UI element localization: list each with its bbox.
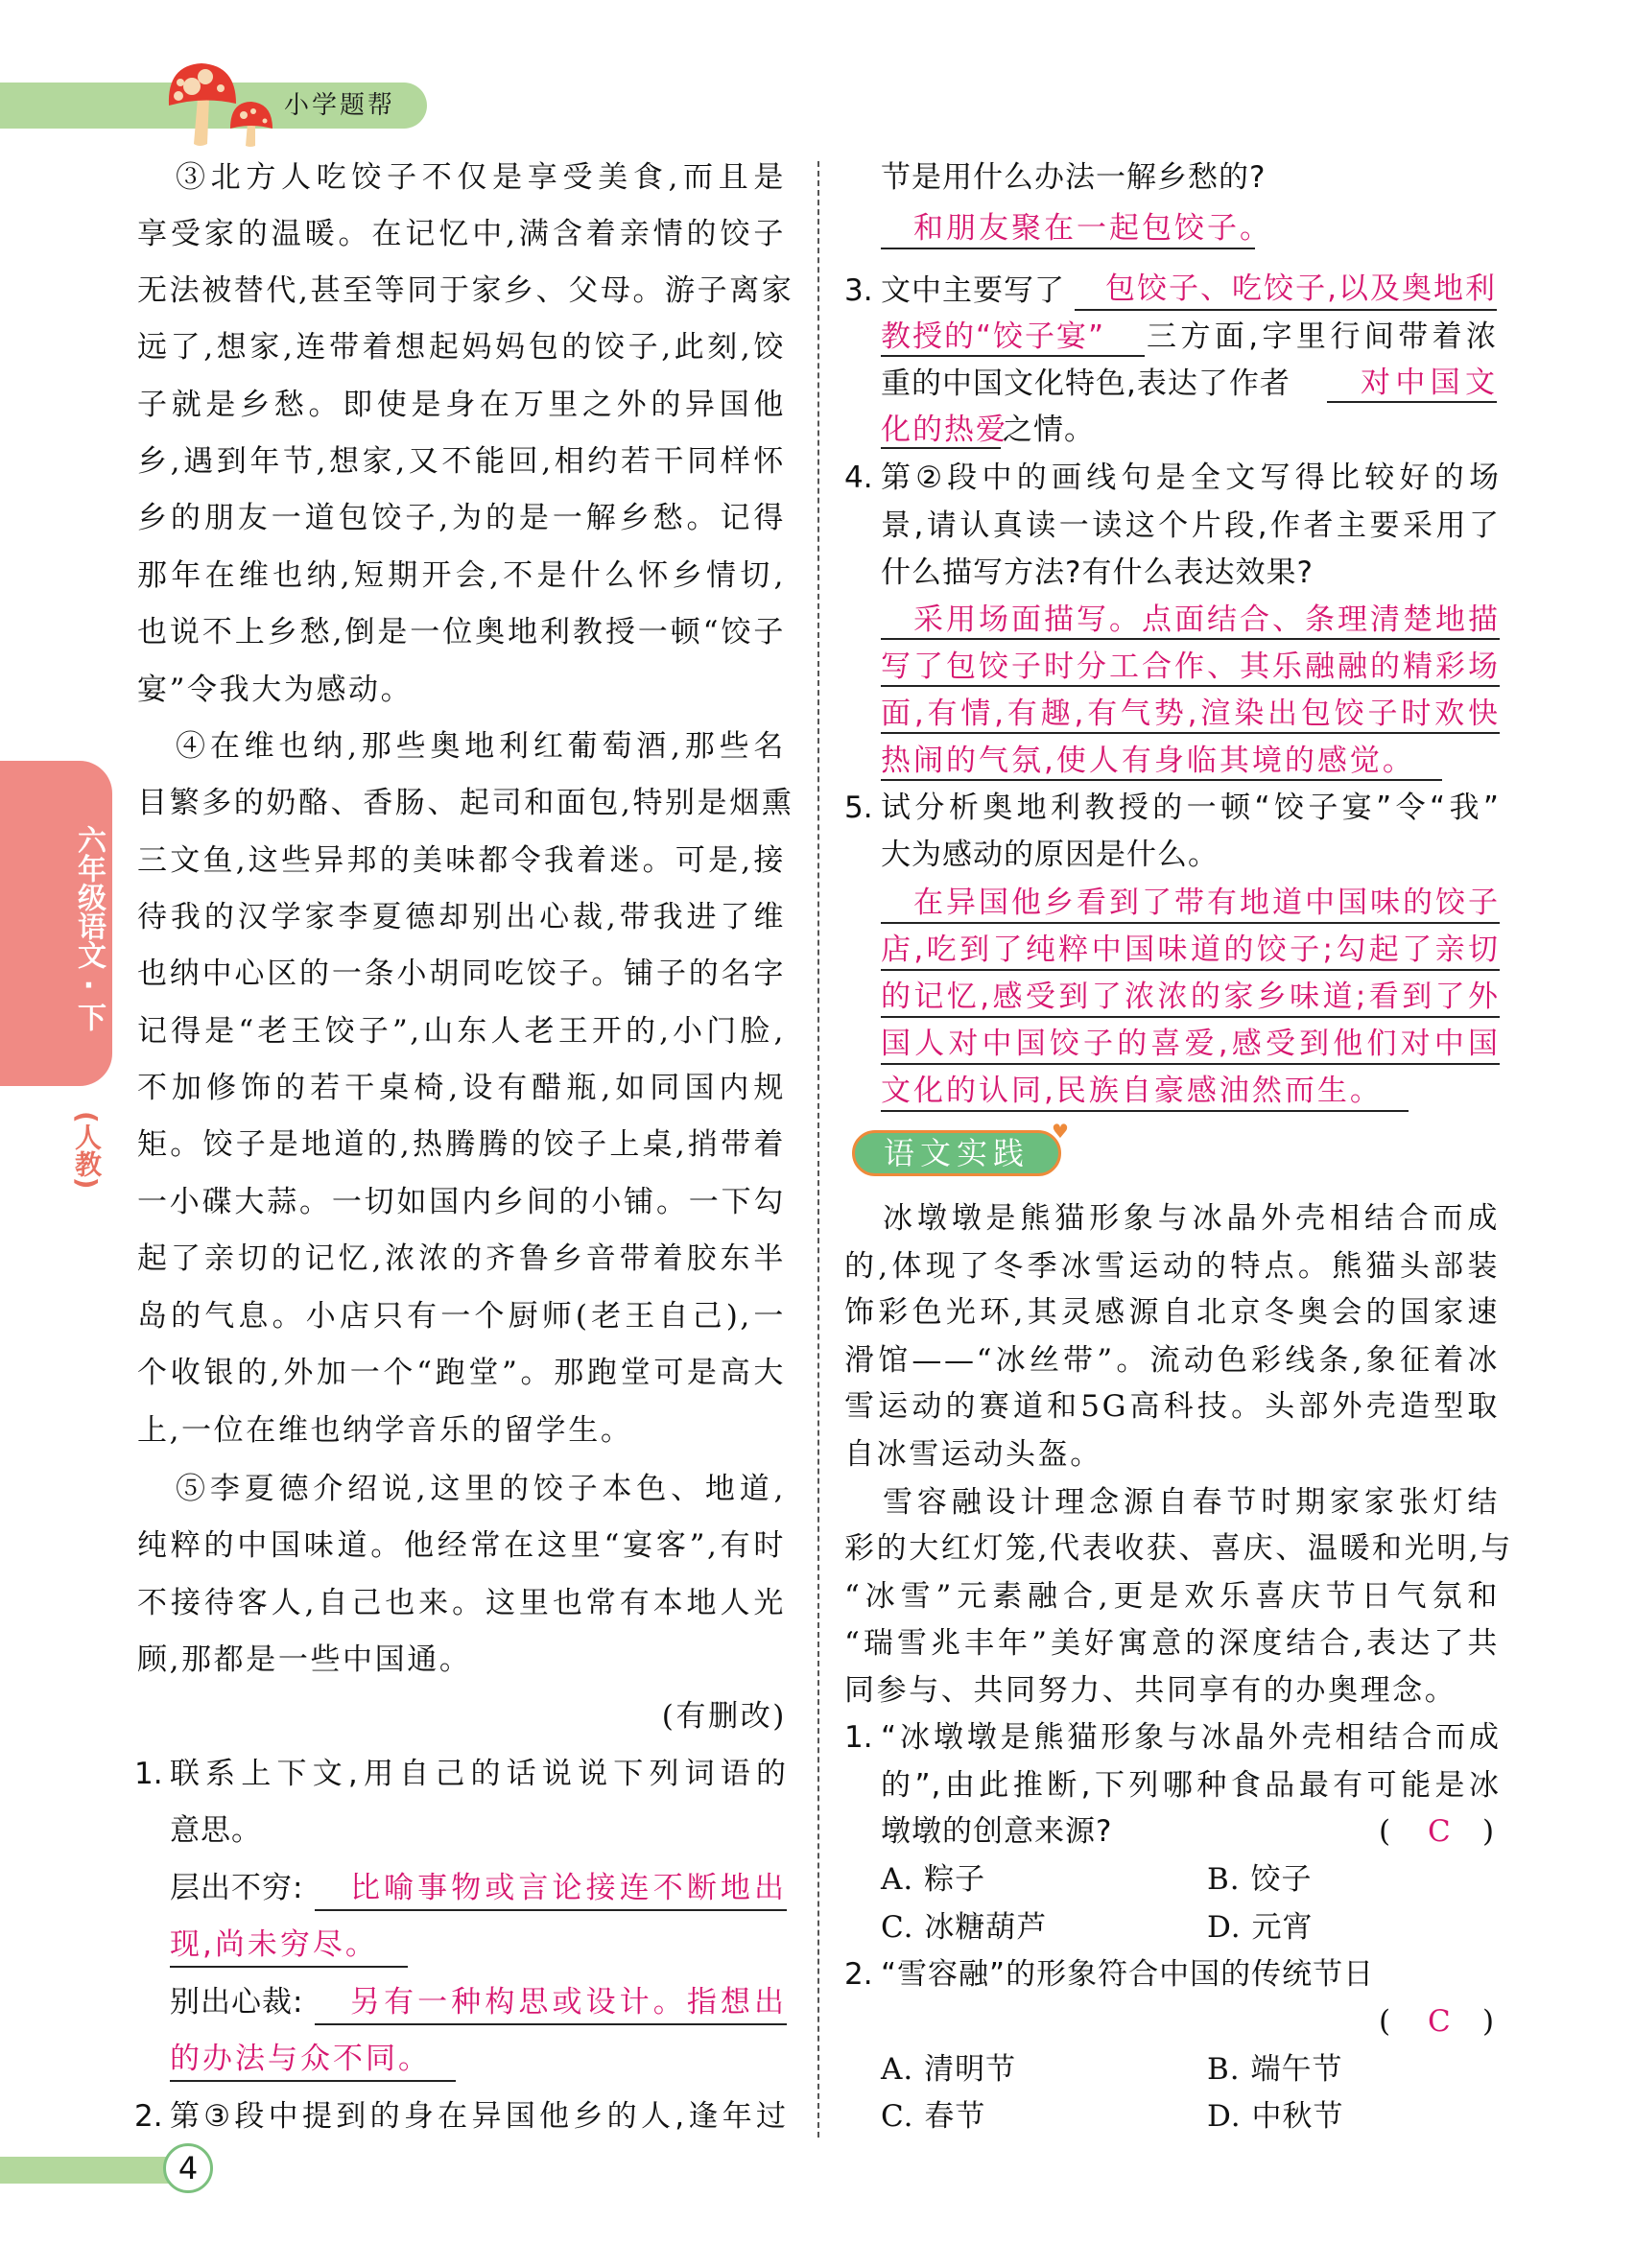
answer-text: 另有一种构思或设计。指想出 <box>350 1985 787 2020</box>
paragraph-5-line: 纯粹的中国味道。他经常在这里“宴客”,有时 <box>137 1528 786 1563</box>
question-2-text: 第③段中提到的身在异国他乡的人,逢年过 <box>170 2099 787 2134</box>
paragraph-3-line: 乡,遇到年节,想家,又不能回,相约若干同样怀 <box>137 444 786 479</box>
paragraph-3-line: 那年在维也纳,短期开会,不是什么怀乡情切, <box>137 558 786 593</box>
paragraph-3-line: 享受家的温暖。在记忆中,满含着亲情的饺子 <box>137 217 786 251</box>
practice-paragraph-line: 雪运动的赛道和5G高科技。头部外壳造型取 <box>844 1389 1500 1424</box>
paragraph-4-line: 目繁多的奶酪、香肠、起司和面包,特别是烟熏 <box>137 786 794 820</box>
paragraph-4-line: 三文鱼,这些异邦的美味都令我着迷。可是,接 <box>137 843 786 878</box>
practice-paragraph-line: 冰墩墩是熊猫形象与冰晶外壳相结合而成 <box>883 1201 1500 1236</box>
question-5-text: 大为感动的原因是什么。 <box>881 838 1219 872</box>
paragraph-4-line: 上,一位在维也纳学音乐的留学生。 <box>137 1413 633 1448</box>
paragraph-3-line: 子就是乡愁。即使是身在万里之外的异国他 <box>137 388 786 422</box>
answer-line <box>170 2080 456 2082</box>
question-4-text: 景,请认真读一读这个片段,作者主要采用了 <box>881 508 1500 543</box>
answer-text: 教授的“饺子宴” <box>881 319 1106 354</box>
mushroom-icon <box>165 59 280 148</box>
answer-line <box>881 1110 1409 1112</box>
paragraph-4-line: 待我的汉学家李夏德却别出心裁,带我进了维 <box>137 900 786 934</box>
answer-line <box>315 2023 787 2025</box>
question-5-number: 5. <box>844 791 873 825</box>
paragraph-4-line: 不加修饰的若干桌椅,设有醋瓶,如同国内规 <box>137 1071 786 1105</box>
practice-section-badge: 语文实践 <box>852 1130 1061 1176</box>
source-note: (有删改) <box>661 1699 787 1734</box>
grade-label <box>69 825 107 1040</box>
practice-paragraph-line: 滑馆——“冰丝带”。流动色彩线条,象征着冰 <box>844 1343 1500 1378</box>
column-divider <box>817 161 819 2138</box>
option-a: A. 粽子 <box>881 1862 986 1897</box>
answer-text: 面,有情,有趣,有气势,渲染出包饺子时欢快 <box>881 697 1500 731</box>
paragraph-4-line: 岛的气息。小店只有一个厨师(老王自己),一 <box>137 1299 786 1334</box>
paragraph-3-line: 也说不上乡愁,倒是一位奥地利教授一顿“饺子 <box>137 615 786 650</box>
paragraph-5-line: 顾,那都是一些中国通。 <box>137 1642 472 1677</box>
practice-question-1-text: “冰墩墩是熊猫形象与冰晶外壳相结合而成 <box>881 1720 1500 1755</box>
answer-bracket: ) <box>1482 1814 1495 1849</box>
practice-paragraph-line: “瑞雪兆丰年”美好寓意的深度结合,表达了共 <box>844 1626 1500 1661</box>
question-3-text: 三方面,字里行间带着浓 <box>1147 319 1497 354</box>
option-d: D. 元宵 <box>1207 1910 1314 1945</box>
answer-text: 国人对中国饺子的喜爱,感受到他们对中国 <box>881 1027 1500 1061</box>
answer-text: 采用场面描写。点面结合、条理清楚地描 <box>913 602 1500 637</box>
option-c: C. 春节 <box>881 2099 986 2134</box>
answer-text: 热闹的气氛,使人有身临其境的感觉。 <box>881 744 1415 778</box>
paragraph-4-line: 也纳中心区的一条小胡同吃饺子。铺子的名字 <box>137 957 786 991</box>
answer-text: 在异国他乡看到了带有地道中国味的饺子 <box>913 886 1500 920</box>
paragraph-4-line: 起了亲切的记忆,浓浓的齐鲁乡音带着胶东半 <box>137 1241 786 1276</box>
answer-line <box>1075 309 1497 311</box>
question-4-number: 4. <box>844 461 873 495</box>
option-b: B. 饺子 <box>1207 1862 1313 1897</box>
page-number: 4 <box>163 2143 213 2193</box>
question-3-text: 重的中国文化特色,表达了作者 <box>881 366 1291 401</box>
answer-text: 店,吃到了纯粹中国味道的饺子;勾起了亲切 <box>881 933 1500 967</box>
term-label: 层出不穷: <box>170 1871 304 1905</box>
paragraph-3-line: 宴”令我大为感动。 <box>137 673 414 707</box>
practice-question-2-text: “雪容融”的形象符合中国的传统节日 <box>881 1957 1375 1992</box>
paragraph-5-line: 不接待客人,自己也来。这里也常有本地人光 <box>137 1586 786 1620</box>
paragraph-3-line: 无法被替代,甚至等同于家乡、父母。游子离家 <box>137 273 794 308</box>
answer-text: 包饺子、吃饺子,以及奥地利 <box>1105 272 1497 306</box>
question-4-text: 什么描写方法?有什么表达效果? <box>881 555 1314 590</box>
answer-text: 的记忆,感受到了浓浓的家乡味道;看到了外 <box>881 980 1500 1014</box>
answer-bracket: ( <box>1379 2004 1391 2039</box>
question-3-text: 文中主要写了 <box>881 273 1065 308</box>
practice-paragraph-line: 的,体现了冬季冰雪运动的特点。熊猫头部装 <box>844 1249 1500 1284</box>
paragraph-4-line: 矩。饺子是地道的,热腾腾的饺子上桌,捎带着 <box>137 1127 786 1162</box>
question-1-number: 1. <box>134 1757 163 1791</box>
paragraph-4-line: 一小碟大蒜。一切如国内乡间的小铺。一下勾 <box>137 1185 786 1219</box>
answer-line <box>881 1016 1500 1018</box>
question-2-number: 2. <box>134 2099 163 2134</box>
practice-question-1-text: 的”,由此推断,下列哪种食品最有可能是冰 <box>881 1768 1500 1803</box>
question-5-text: 试分析奥地利教授的一顿“饺子宴”令“我” <box>881 791 1500 825</box>
question-1-text: 联系上下文,用自己的话说说下列词语的 <box>170 1757 787 1791</box>
answer-text: 化的热爱 <box>881 413 1007 447</box>
practice-paragraph-line: 同参与、共同努力、共同享有的办奥理念。 <box>844 1673 1457 1708</box>
edition-label-text: (人教) <box>71 1111 103 1190</box>
practice-paragraph-line: 彩的大红灯笼,代表收获、喜庆、温暖和光明,与 <box>844 1531 1513 1566</box>
answer-line <box>881 922 1500 924</box>
question-4-text: 第②段中的画线句是全文写得比较好的场 <box>881 461 1500 495</box>
answer-line <box>170 1966 408 1968</box>
option-b: B. 端午节 <box>1207 2052 1343 2087</box>
answer-text: 写了包饺子时分工合作、其乐融融的精彩场 <box>881 650 1500 684</box>
practice-paragraph-line: 雪容融设计理念源自春节时期家家张灯结 <box>883 1485 1500 1520</box>
paragraph-4-line: ④在维也纳,那些奥地利红葡萄酒,那些名 <box>176 729 786 764</box>
practice-question-1-text: 墩墩的创意来源? <box>881 1814 1113 1849</box>
paragraph-4-line: 个收银的,外加一个“跑堂”。那跑堂可是高大 <box>137 1356 786 1390</box>
answer-text: 的办法与众不同。 <box>170 2042 431 2076</box>
question-2-text: 节是用什么办法一解乡愁的? <box>881 160 1267 195</box>
footer-bar <box>0 2157 171 2184</box>
answer-line <box>881 1063 1500 1065</box>
choice-answer: C <box>1428 1814 1451 1849</box>
practice-question-2-number: 2. <box>844 1957 873 1992</box>
answer-line <box>881 248 1255 249</box>
paragraph-4-line: 记得是“老王饺子”,山东人老王开的,小门脸, <box>137 1014 786 1049</box>
answer-bracket: ) <box>1482 2004 1495 2039</box>
answer-text: 和朋友聚在一起包饺子。 <box>913 211 1272 246</box>
paragraph-3-line: ③北方人吃饺子不仅是享受美食,而且是 <box>176 160 786 195</box>
option-d: D. 中秋节 <box>1207 2099 1344 2134</box>
option-a: A. 清明节 <box>881 2052 1017 2087</box>
question-1-text: 意思。 <box>170 1813 262 1848</box>
heart-icon: ♥ <box>1052 1120 1069 1143</box>
paragraph-3-line: 乡的朋友一道包饺子,为的是一解乡愁。记得 <box>137 501 786 535</box>
grade-label-text: 六年级语文·下 <box>72 825 106 1031</box>
answer-line <box>881 969 1500 971</box>
practice-paragraph-line: 饰彩色光环,其灵感源自北京冬奥会的国家速 <box>844 1295 1500 1330</box>
brand-title: 小学题帮 <box>284 91 396 120</box>
answer-line <box>315 1909 787 1911</box>
practice-question-1-number: 1. <box>844 1720 873 1755</box>
question-3-text: 之情。 <box>1003 413 1095 447</box>
question-3-number: 3. <box>844 273 873 308</box>
choice-answer: C <box>1428 2004 1451 2039</box>
edition-label <box>67 1111 106 1196</box>
answer-text: 比喻事物或言论接连不断地出 <box>350 1871 787 1905</box>
answer-text: 对中国文 <box>1361 366 1497 400</box>
paragraph-3-line: 远了,想家,连带着想起妈妈包的饺子,此刻,饺 <box>137 330 786 365</box>
answer-text: 现,尚未穷尽。 <box>170 1927 378 1962</box>
practice-paragraph-line: “冰雪”元素融合,更是欢乐喜庆节日气氛和 <box>844 1579 1500 1614</box>
term-label: 别出心裁: <box>170 1985 304 2020</box>
answer-text: 文化的认同,民族自豪感油然而生。 <box>881 1074 1383 1108</box>
option-c: C. 冰糖葫芦 <box>881 1910 1048 1945</box>
practice-paragraph-line: 自冰雪运动头盔。 <box>844 1437 1102 1472</box>
paragraph-5-line: ⑤李夏德介绍说,这里的饺子本色、地道, <box>176 1472 786 1506</box>
answer-bracket: ( <box>1379 1814 1391 1849</box>
